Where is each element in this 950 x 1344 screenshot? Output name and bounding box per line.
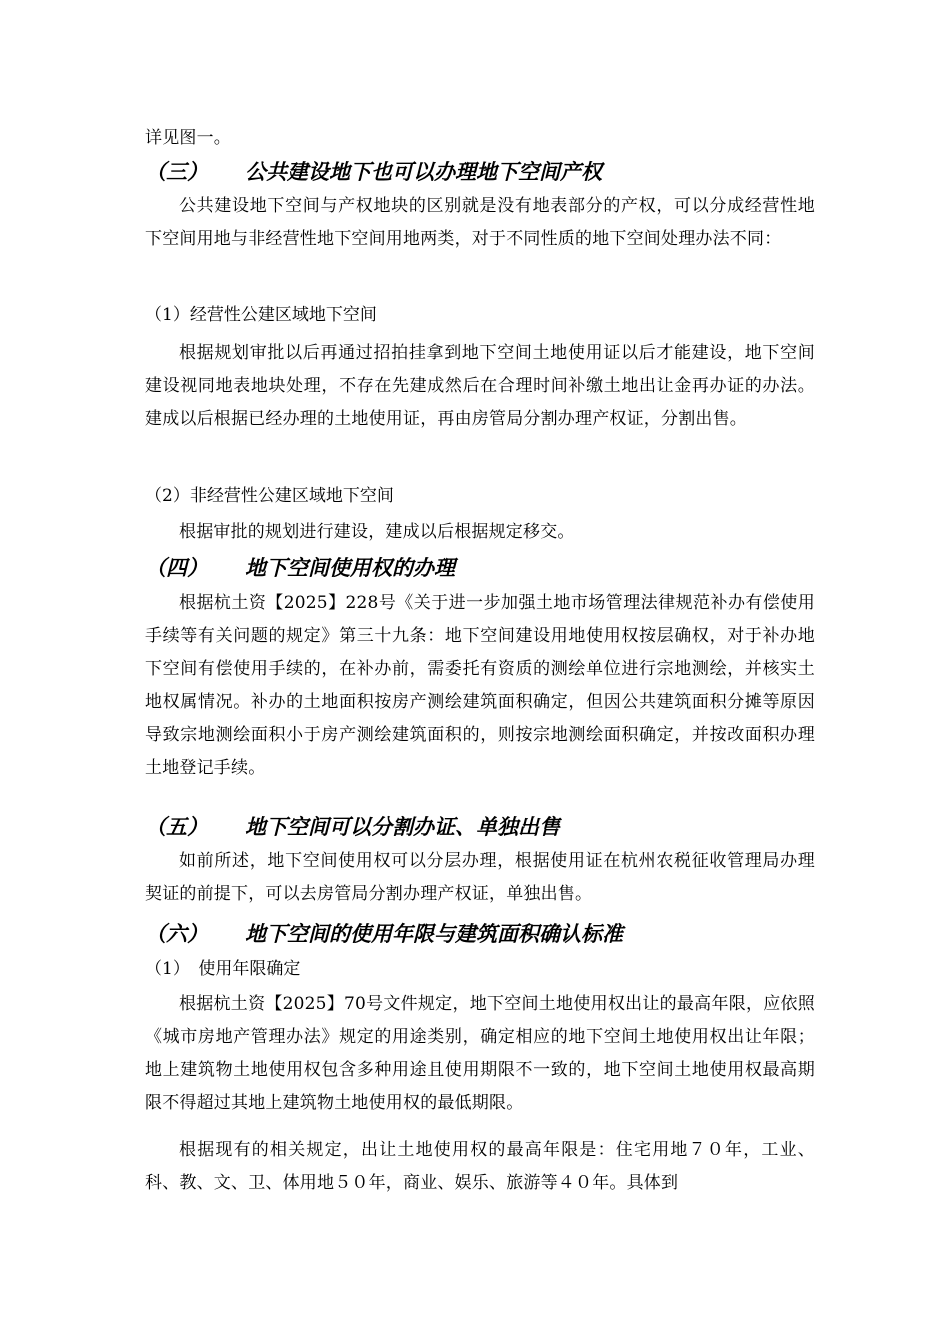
paragraph-term-rules: 根据杭土资【2025】70号文件规定，地下空间土地使用权出让的最高年限，应依照《城市房地产管理办法》规定的用途类别，确定相应的地下空间土地使用权出让年限；地上建筑物土地使用权包含多种用途且使用期限不一致的，地下空间土地使用权最高期限不得超过其地上建筑物土地使用权的最低期限。 (145, 994, 815, 1113)
section-number: （五） (145, 814, 208, 839)
section-title: 地下空间的使用年限与建筑面积确认标准 (245, 921, 623, 946)
paragraph-split-certificates: 如前所述，地下空间使用权可以分层办理，根据使用证在杭州农税征收管理局办理契证的前提下，可以去房管局分割办理产权证，单独出售。 (145, 851, 815, 904)
paragraph-public-underground: 公共建设地下空间与产权地块的区别就是没有地表部分的产权，可以分成经营性地下空间用地与非经营性地下空间用地两类，对于不同性质的地下空间处理办法不同： (145, 196, 815, 249)
section-number: （四） (145, 555, 208, 580)
section-number: （三） (145, 159, 208, 184)
paragraph-max-term: 根据现有的相关规定，出让土地使用权的最高年限是：住宅用地７０年，工业、科、教、文、卫、体用地５０年，商业、娱乐、旅游等４０年。具体到 (145, 1140, 815, 1193)
subheading-term-years: （1） 使用年限确定 (145, 959, 301, 979)
section-title: 地下空间可以分割办证、单独出售 (245, 814, 560, 839)
paragraph-usage-rights: 根据杭土资【2025】228号《关于进一步加强土地市场管理法律规范补办有偿使用手续等有关问题的规定》第三十九条：地下空间建设用地使用权按层确权，对于补办地下空间有偿使用手续的，在补办前，需委托有资质的测绘单位进行宗地测绘，并核实土地权属情况。补办的土地面积按房产测绘建筑面积确定，但因公共建筑面积分摊等原因导致宗地测绘面积小于房产测绘建筑面积的，则按宗地测绘面积确定，并按改面积办理土地登记手续。 (145, 593, 815, 778)
subheading-non-commercial: （2）非经营性公建区域地下空间 (145, 486, 394, 506)
section-heading-6 (145, 917, 815, 951)
section-title: 公共建设地下也可以办理地下空间产权 (245, 159, 602, 184)
section-heading-3 (145, 155, 815, 189)
paragraph-non-commercial-process: 根据审批的规划进行建设，建成以后根据规定移交。 (179, 522, 575, 542)
subheading-commercial: （1）经营性公建区域地下空间 (145, 305, 377, 325)
paragraph-commercial-process: 根据规划审批以后再通过招拍挂拿到地下空间土地使用证以后才能建设，地下空间建设视同地表地块处理，不存在先建成然后在合理时间补缴土地出让金再办证的办法。建成以后根据已经办理的土地使用证，再由房管局分割办理产权证，分割出售。 (145, 343, 815, 429)
section-heading-4 (145, 551, 815, 585)
section-heading-5 (145, 810, 815, 844)
paragraph-see-figure: 详见图一。 (145, 128, 231, 148)
section-number: （六） (145, 921, 208, 946)
section-title: 地下空间使用权的办理 (245, 555, 455, 580)
